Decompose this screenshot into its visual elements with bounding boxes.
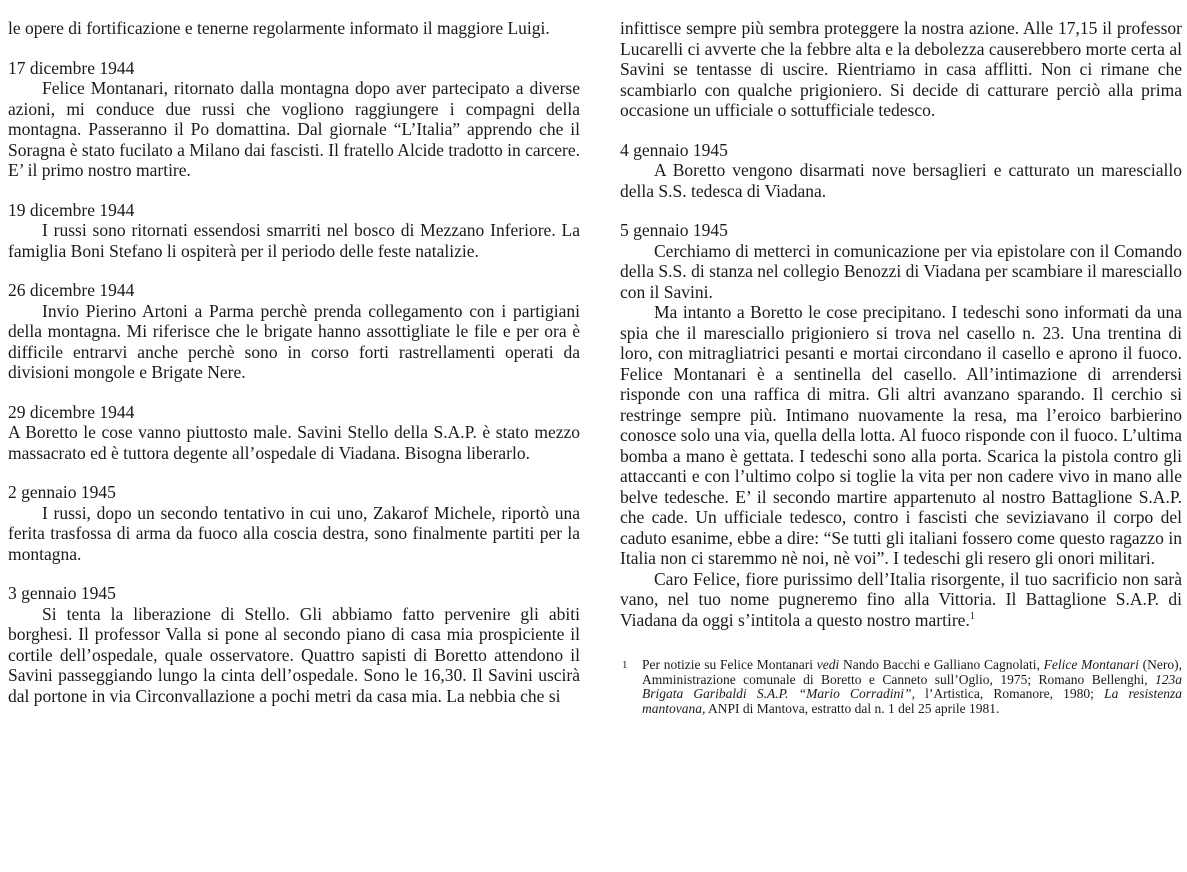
diary-date: 5 gennaio 1945: [620, 220, 728, 240]
paragraph-text: Caro Felice, fiore purissimo dell’Italia risorgente, il tuo sacrificio non sarà vano, nel tuo nome pugneremo fino alla Vittoria. Il Battaglione S.A.P. di Viadana da oggi s’intitola a questo nostro martire.: [620, 568, 1182, 630]
diary-date: 17 dicembre 1944: [8, 57, 135, 78]
footnote-text-part: Nando Bacchi e Galliano Cagnolati,: [839, 657, 1044, 672]
paragraph: A Boretto vengono disarmati nove bersaglieri e catturato un maresciallo della S.S. tedesca di Viadana.: [620, 160, 1182, 201]
footnote-text-part: ANPI di Mantova, estratto dal n. 1 del 25 aprile 1981.: [705, 700, 1000, 716]
left-column: [8, 18, 580, 706]
footnote-text-part: Per notizie su Felice Montanari: [642, 657, 817, 672]
footnote: [620, 658, 1182, 716]
paragraph: I russi sono ritornati essendosi smarriti nel bosco di Mezzano Inferiore. La famiglia Boni Stefano li ospiterà per il periodo delle feste natalizie.: [8, 220, 580, 261]
paragraph: Cerchiamo di metterci in comunicazione per via epistolare con il Comando della S.S. di stanza nel collegio Benozzi di Viadana per scambiare il maresciallo con il Savini.: [620, 240, 1182, 302]
paragraph: Felice Montanari, ritornato dalla montagna dopo aver partecipato a diverse azioni, mi conduce due russi che vogliono raggiungere i compagni della montagna. Passeranno il Po domattina. Dal giornale “L’Italia” apprendo che il Soragna è stato fucilato a Milano dai fascisti. Il fratello Alcide tradotto in carcere. E’ il primo nostro martire.: [8, 78, 580, 180]
diary-date: 19 dicembre 1944: [8, 199, 135, 220]
footnote-italic: vedi: [816, 657, 840, 672]
footnote-book-title: Felice Montanari: [1043, 657, 1139, 672]
footnote-number: 1: [622, 659, 628, 671]
footnote-book-title: La resistenza mantovana,: [642, 686, 1182, 716]
footnote-text-part: (Nero), Amministrazione comunale di Boretto e Canneto sull’Oglio, 1975; Romano Bellenghi,: [642, 657, 1182, 687]
footnote-text: [642, 658, 1182, 716]
paragraph: infittisce sempre più sembra proteggere la nostra azione. Alle 17,15 il professor Lucarelli ci avverte che la febbre alta e la debolezza causerebbero morte certa al Savini se tentasse di uscire. Rientriamo in casa afflitti. Non ci rimane che scambiarlo con qualche prigioniero. Si decide di catturare perciò alla prima occasione un ufficiale o sottufficiale tedesco.: [620, 18, 1182, 120]
diary-date: 29 dicembre 1944: [8, 401, 135, 422]
diary-date: 3 gennaio 1945: [8, 583, 116, 603]
footnote-book-title: 123a Brigata Garibaldi S.A.P. “Mario Corradini”: [642, 671, 1182, 702]
paragraph: Si tenta la liberazione di Stello. Gli abbiamo fatto pervenire gli abiti borghesi. Il professor Valla si pone al secondo piano di casa mia prospiciente il cortile dell’ospedale, quale osservatore. Quattro sapisti di Boretto attendono il Savini passeggiando lungo la cinta dell’ospedale. Sono le 16,30. Il Savini uscirà dal portone in via Circonvallazione a pochi metri da casa mia. La nebbia che si: [8, 603, 580, 706]
paragraph: Invio Pierino Artoni a Parma perchè prenda collegamento con i partigiani della montagna. Mi riferisce che le brigate hanno assottigliate le file e per ora è difficile entrarvi anche perchè sono in corso forti rastrellamenti operati da divisioni mongole e Brigate Nere.: [8, 300, 580, 382]
diary-date: 26 dicembre 1944: [8, 280, 135, 300]
paragraph-with-footnote-ref: [620, 569, 1182, 631]
paragraph: le opere di fortificazione e tenerne regolarmente informato il maggiore Luigi.: [8, 18, 550, 38]
paragraph: Ma intanto a Boretto le cose precipitano. I tedeschi sono informati da una spia che il maresciallo prigioniero si trova nel casello n. 23. Una trentina di loro, con mitragliatrici pesanti e mortai circondano il casello e aprono il fuoco. Felice Montanari è a sentinella del casello. All’intimazione di arrendersi risponde con una raffica di mitra. Gli altri avanzano sparando. Il cerchio si restringe sempre più. Intimano nuovamente la resa, ma l’eroico barbierino conosce solo una via, quella della lotta. Al fuoco risponde con il fuoco. L’ultima bomba a mano è gettata. I tedeschi sono alla porta. Scarica la pistola contro gli attaccanti e con l’ultimo colpo si toglie la vita per non cadere vivo in mano alle belve tedesche. E’ il secondo martire appartenuto al nostro Battaglione S.A.P. che cade. Un ufficiale tedesco, contro i fascisti che seviziavano il corpo del caduto esanime, ebbe a dire: “Se tutti gli italiani fossero come questo ragazzo in Italia non ci staremmo nè noi, nè voi”. I tedeschi gli resero gli onori militari.: [620, 302, 1182, 568]
paragraph: I russi, dopo un secondo tentativo in cui uno, Zakarof Michele, riportò una ferita trasfossa di arma da fuoco alla coscia destra, sono finalmente partiti per la montagna.: [8, 502, 580, 564]
diary-date: 4 gennaio 1945: [620, 139, 728, 160]
paragraph: A Boretto le cose vanno piuttosto male. Savini Stello della S.A.P. è stato mezzo massacrato ed è tuttora degente all’ospedale di Viadana. Bisogna liberarlo.: [8, 422, 580, 463]
footnote-reference: 1: [969, 610, 975, 622]
diary-date: 2 gennaio 1945: [8, 482, 116, 502]
footnote-text-part: , l’Artistica, Romanore, 1980;: [911, 686, 1105, 702]
right-column: [620, 18, 1182, 716]
